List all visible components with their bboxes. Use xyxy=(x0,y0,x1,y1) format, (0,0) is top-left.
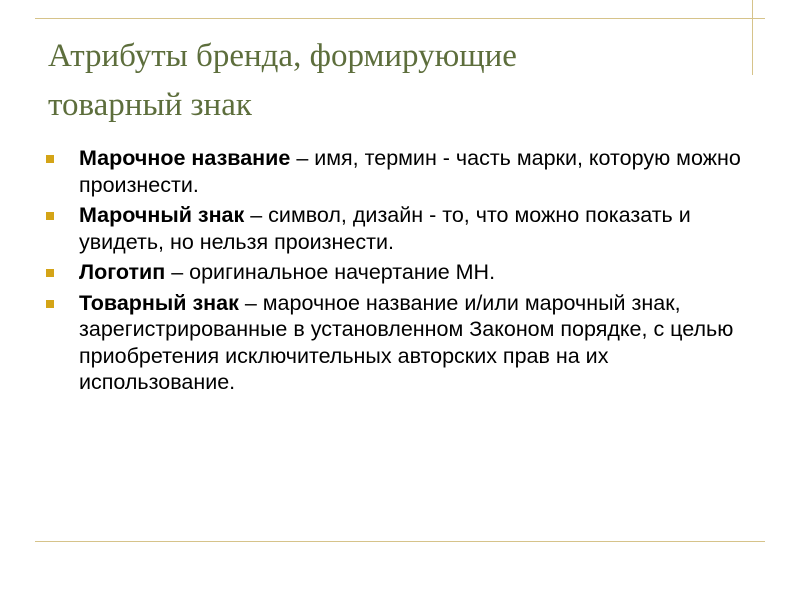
bullet-text: – марочное название и/или марочный знак, зарегистрированные в установленном Законом порядке, с целью приобретения исключительных авторских прав на их использование. xyxy=(79,290,734,394)
bullet-item xyxy=(44,290,760,396)
square-bullet-icon xyxy=(46,269,54,277)
bottom-divider xyxy=(35,541,765,542)
bullet-list xyxy=(44,145,760,400)
bullet-item xyxy=(44,202,760,255)
bullet-item xyxy=(44,259,760,286)
bullet-item xyxy=(44,145,760,198)
slide-title-line-1: Атрибуты бренда, формирующие xyxy=(48,38,517,74)
bullet-text: – имя, термин - часть марки, которую можно произнести. xyxy=(79,146,741,197)
slide-title xyxy=(48,32,748,130)
square-bullet-icon xyxy=(46,155,54,163)
bullet-term: Логотип xyxy=(79,260,166,284)
corner-divider xyxy=(752,0,753,75)
square-bullet-icon xyxy=(46,300,54,308)
bullet-term: Товарный знак xyxy=(79,290,239,315)
square-bullet-icon xyxy=(46,212,54,220)
bullet-text: – символ, дизайн - то, что можно показать и увидеть, но нельзя произнести. xyxy=(79,203,691,254)
bullet-term: Марочный знак xyxy=(79,203,245,227)
slide-title-line-2: товарный знак xyxy=(48,87,252,123)
bullet-text: – оригинальное начертание МН. xyxy=(165,260,496,284)
bullet-term: Марочное название xyxy=(79,146,291,170)
top-divider xyxy=(35,18,765,19)
